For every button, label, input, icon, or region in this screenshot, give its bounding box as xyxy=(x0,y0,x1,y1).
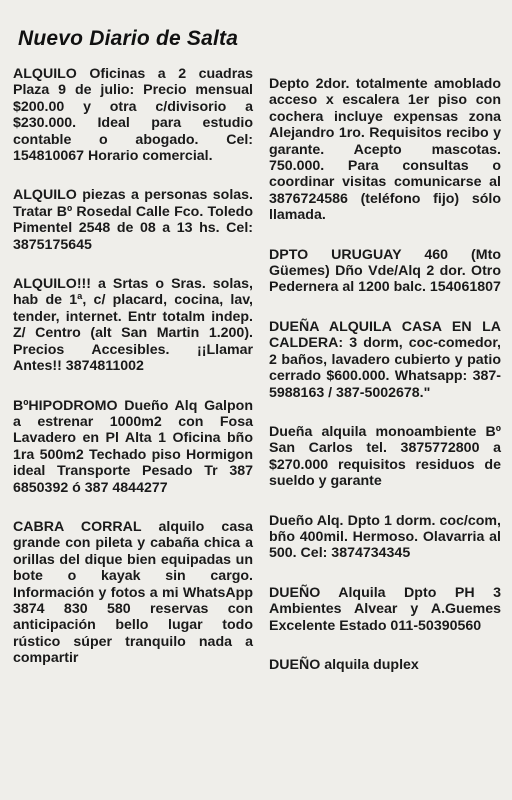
ad-body: alquila duplex xyxy=(320,656,419,673)
ad-lead: BºHIPODROMO xyxy=(13,397,118,414)
ad-body: Dueño Alq Galpon a estrenar 1000m2 con Fosa Lavadero en Pl Alta 1 Oficina bño 1ra 500m2 Techado piso Hormigon ideal Transporte Pesado Tr 387 6850392 ó 387 4844277 xyxy=(13,397,253,496)
ad-lead: ALQUILO!!! xyxy=(13,276,92,293)
ad-lead: CABRA CORRAL xyxy=(13,518,142,535)
left-column xyxy=(13,66,253,690)
ad-lead: ALQUILO xyxy=(13,66,77,82)
ad-lead: Dueña alquila xyxy=(269,423,367,440)
classified-ad xyxy=(13,276,253,374)
classified-ad xyxy=(13,519,253,667)
right-column xyxy=(269,76,501,696)
ad-body: Oficinas a 2 cuadras Plaza 9 de julio: Precio mensual $200.00 y otra c/divisorio a $230.000. Ideal para estudio contable o abogado. Cel: 154810067 Horario comercial. xyxy=(13,66,253,165)
ad-body: Dpto 1 dorm. coc/com, bño 400mil. Hermoso. Olavarria al 500. Cel: 3874734345 xyxy=(269,512,501,562)
classified-ad xyxy=(269,319,501,401)
ad-body: (Mto Güemes) Dño Vde/Alq 2 dor. Otro Pedernera al 1200 balc. 154061807 xyxy=(269,246,501,296)
classified-ad xyxy=(13,66,253,164)
classified-ad xyxy=(269,585,501,634)
classified-ad xyxy=(13,187,253,253)
ad-lead: DUEÑO xyxy=(269,584,321,601)
ad-lead: DUEÑO xyxy=(269,656,321,673)
ad-body: 3 dorm, coc-comedor, 2 baños, lavadero cubierto y patio cerrado $600.000. Whatsapp: 387-5988163 / 387-5002678." xyxy=(269,335,501,401)
ad-body: monoambiente Bº San Carlos tel. 3875772800 a $270.000 requisitos residuos de sueldo y garante xyxy=(269,423,501,490)
ad-body: a Srtas o Sras. solas, hab de 1ª, c/ placard, cocina, lav, tender, internet. Entr totalm indep. Z/ Centro (alt San Martin 1.200). Precios Accesibles. ¡¡Llamar Antes!! 3874811002 xyxy=(13,276,253,375)
classified-ad xyxy=(269,657,501,673)
classified-ad xyxy=(269,424,501,490)
ad-body: alquilo casa grande con pileta y cabaña chica a orillas del dique bien equipadas un bote o kayak sin cargo. Información y fotos a mi WhatsApp 3874 830 580 reservas con anticipación bello lugar todo rústico súper tranquilo nada a compartir xyxy=(13,518,253,667)
ad-body: Depto 2dor. totalmente amoblado acceso x escalera 1er piso con cochera incluye expensas zona Alejandro 1ro. Requisitos recibo y garante. Acepto mascotas. 750.000. Para consultas o coordinar visitas comunicarse al 3876724586 (teléfono fijo) sólo llamada. xyxy=(269,76,501,224)
masthead-title: Nuevo Diario de Salta xyxy=(18,27,239,50)
ad-lead: DPTO URUGUAY 460 xyxy=(269,246,449,263)
ad-lead: DUEÑA ALQUILA CASA EN LA CALDERA: xyxy=(269,318,501,352)
ad-body: piezas a personas solas. Tratar Bº Rosedal Calle Fco. Toledo Pimentel 2548 de 08 a 13 hs. Cel: 3875175645 xyxy=(13,187,253,253)
classified-ad xyxy=(269,76,501,224)
ad-body: Alquila Dpto PH 3 Ambientes Alvear y A.Guemes Excelente Estado 011-50390560 xyxy=(269,584,501,634)
ad-lead: Dueño Alq. xyxy=(269,512,344,529)
classified-ad xyxy=(269,247,501,296)
classified-ad xyxy=(13,398,253,496)
ad-lead: ALQUILO xyxy=(13,187,77,204)
classified-ad xyxy=(269,513,501,562)
